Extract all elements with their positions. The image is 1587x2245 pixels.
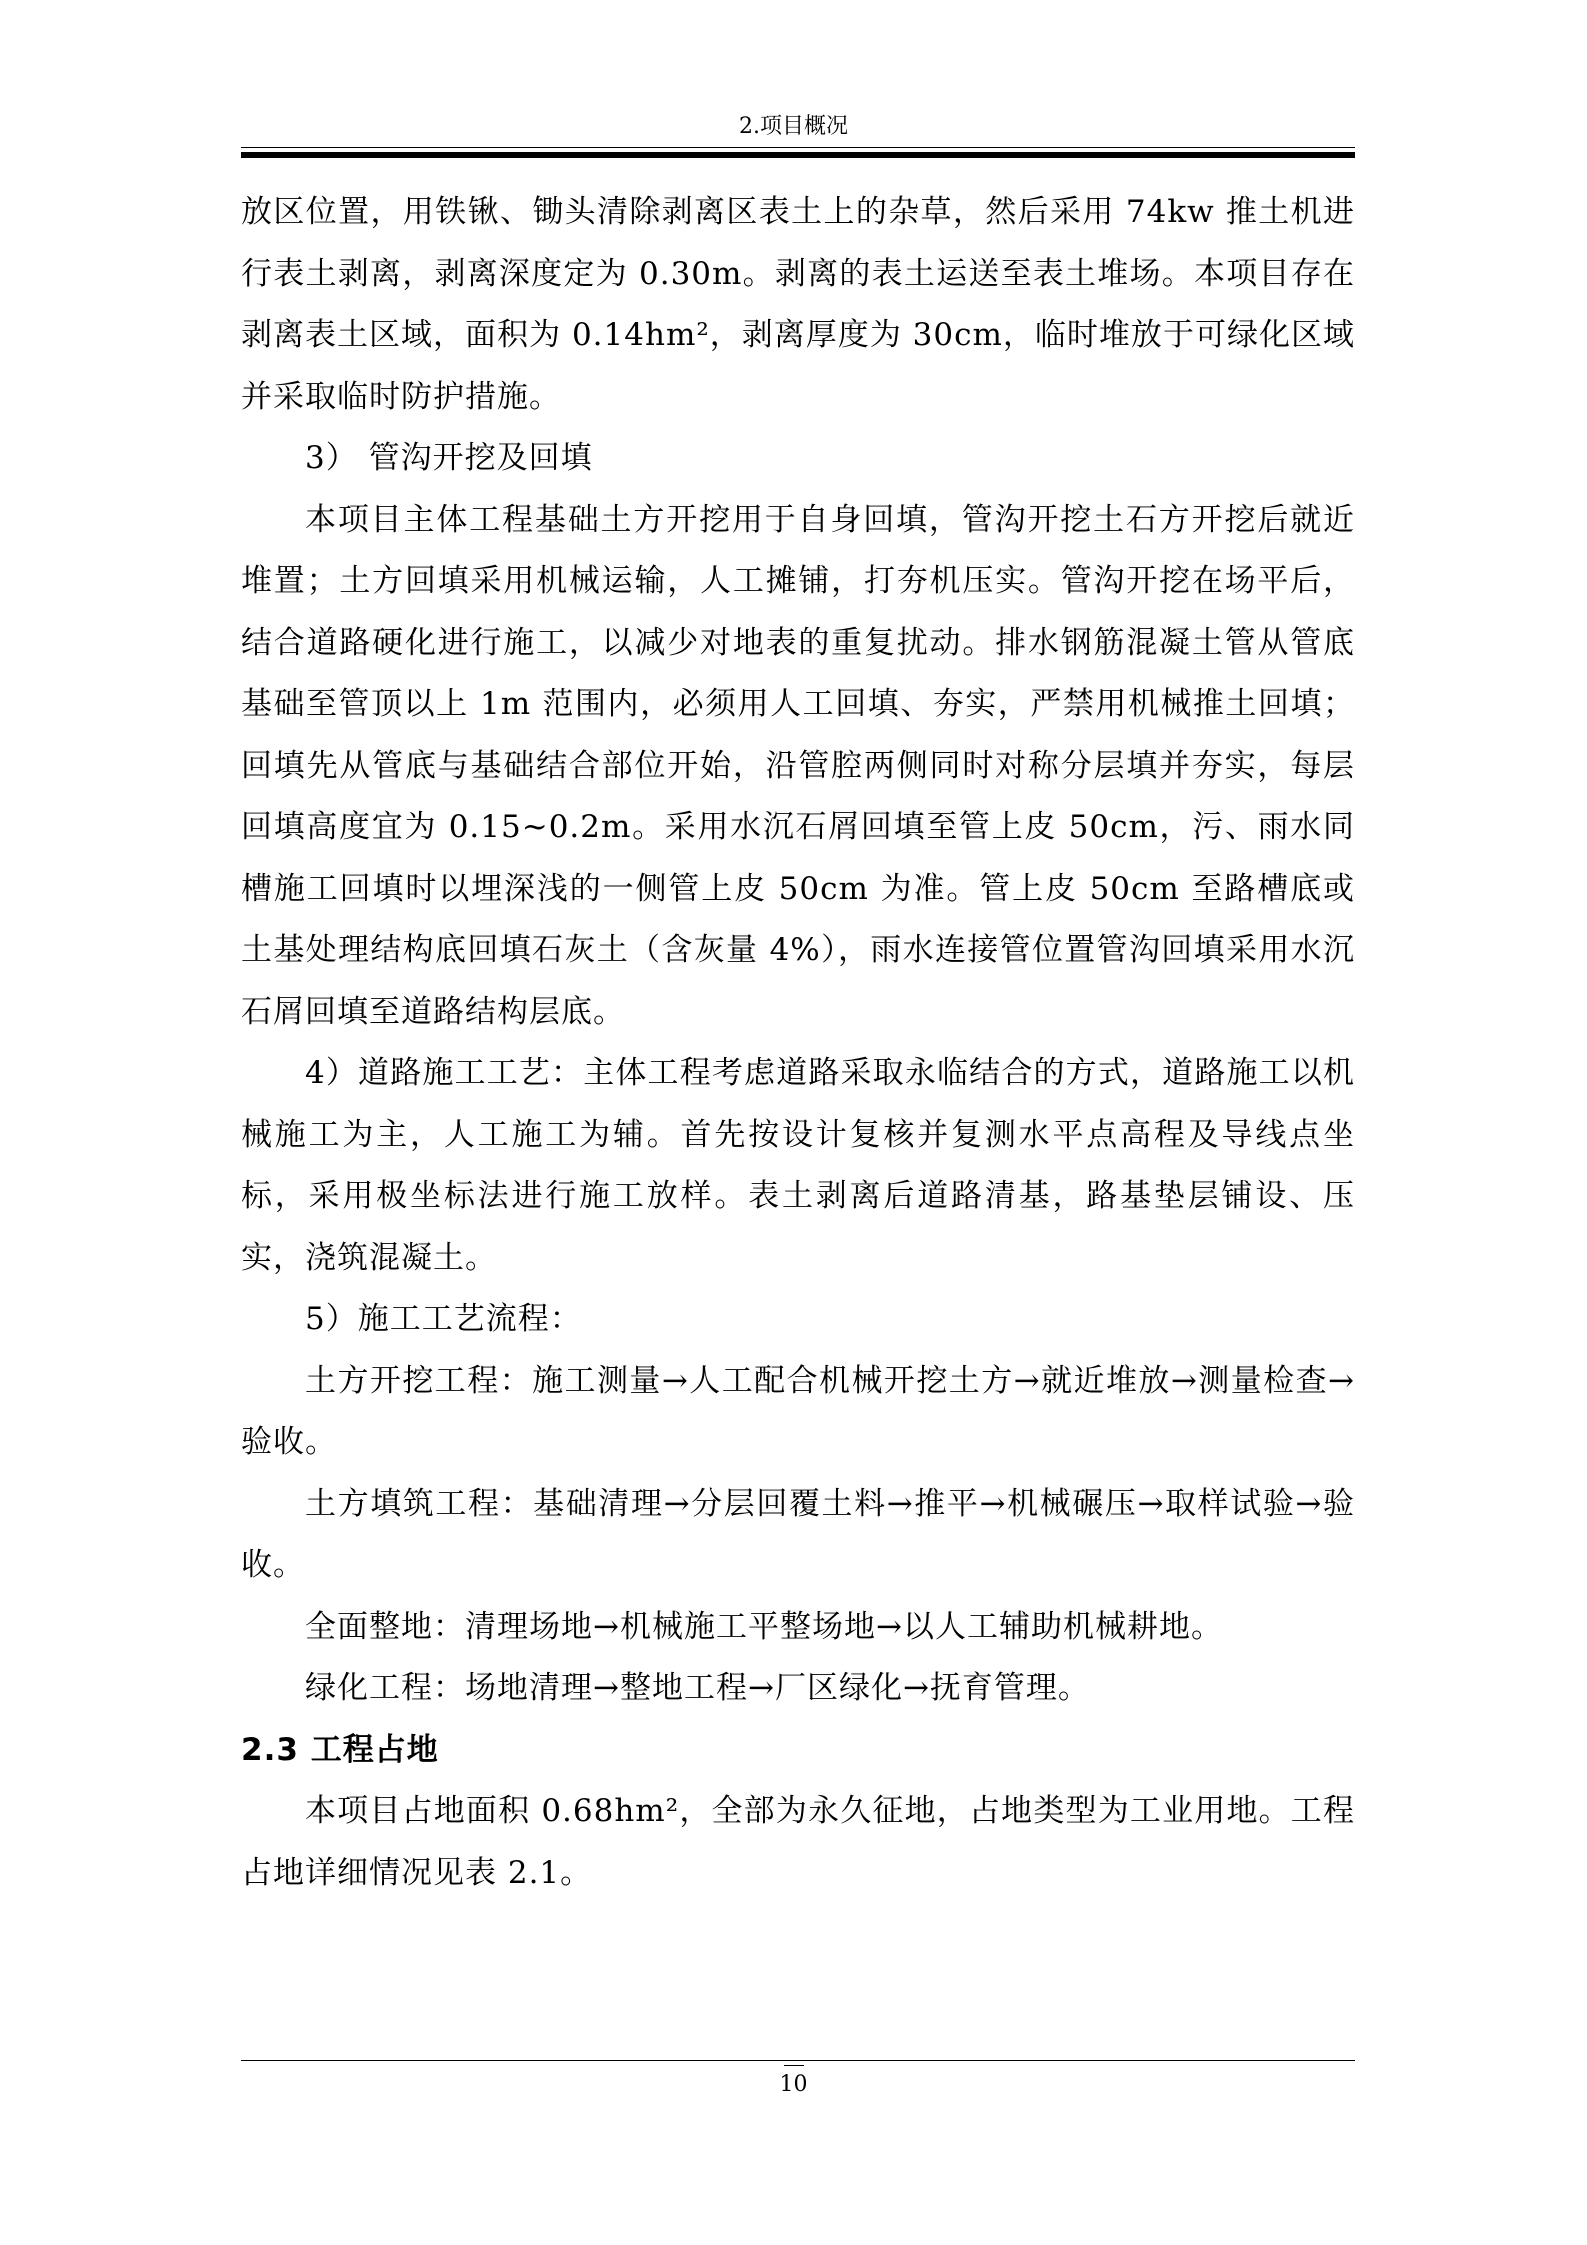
page-number-mark (784, 2065, 804, 2066)
paragraph-trench-backfill: 本项目主体工程基础土方开挖用于自身回填，管沟开挖土石方开挖后就近堆置；土方回填采用机械运输，人工摊铺，打夯机压实。管沟开挖在场平后，结合道路硬化进行施工，以减少对地表的重复扰动。排水钢筋混凝土管从管底基础至管顶以上 1m 范围内，必须用人工回填、夯实，严禁用机械推土回填；回填先从管底与基础结合部位开始，沿管腔两侧同时对称分层填并夯实，每层回填高度宜为 0.15~0.2m。采用水沉石屑回填至管上皮 50cm，污、雨水同槽施工回填时以埋深浅的一侧管上皮 50cm 为准。管上皮 50cm 至路槽底或土基处理结构底回填石灰土（含灰量 4%），雨水连接管位置管沟回填采用水沉石屑回填至道路结构层底。 (241, 501, 1355, 1030)
paragraph-topsoil-stripping: 放区位置，用铁锹、锄头清除剥离区表土上的杂草，然后采用 74kw 推土机进行表土剥离，剥离深度定为 0.30m。剥离的表土运送至表土堆场。本项目存在剥离表土区域，面积为 0.14hm²，剥离厚度为 30cm，临时堆放于可绿化区域并采取临时防护措施。 (241, 194, 1355, 415)
header-rule-thick (241, 152, 1355, 158)
footer-rule (241, 2060, 1355, 2061)
process-greening: 绿化工程：场地清理→整地工程→厂区绿化→抚育管理。 (305, 1670, 1090, 1706)
running-header: 2.项目概况 (739, 114, 848, 139)
process-filling: 土方填筑工程：基础清理→分层回覆土料→推平→机械碾压→取样试验→验收。 (241, 1485, 1355, 1583)
section-title: 工程占地 (310, 1731, 439, 1768)
paragraph-land-occupation: 本项目占地面积 0.68hm²，全部为永久征地，占地类型为工业用地。工程占地详细情况见表 2.1。 (241, 1793, 1355, 1891)
section-heading (241, 1720, 1355, 1782)
section-number: 2.3 (241, 1731, 299, 1768)
item-process-flow-heading: 5）施工工艺流程： (305, 1301, 582, 1337)
header-rule-thin (241, 147, 1355, 148)
process-excavation: 土方开挖工程：施工测量→人工配合机械开挖土方→就近堆放→测量检查→验收。 (241, 1362, 1355, 1460)
page-number: 10 (779, 2072, 808, 2097)
paragraph-road-construction: 4）道路施工工艺：主体工程考虑道路采取永临结合的方式，道路施工以机械施工为主，人工施工为辅。首先按设计复核并复测水平点高程及导线点坐标，采用极坐标法进行施工放样。表土剥离后道路清基，路基垫层铺设、压实，浇筑混凝土。 (241, 1055, 1355, 1276)
item-trench-heading: 3） 管沟开挖及回填 (305, 440, 593, 476)
page-body (241, 182, 1355, 1904)
process-land-leveling: 全面整地：清理场地→机械施工平整场地→以人工辅助机械耕地。 (305, 1608, 1223, 1645)
